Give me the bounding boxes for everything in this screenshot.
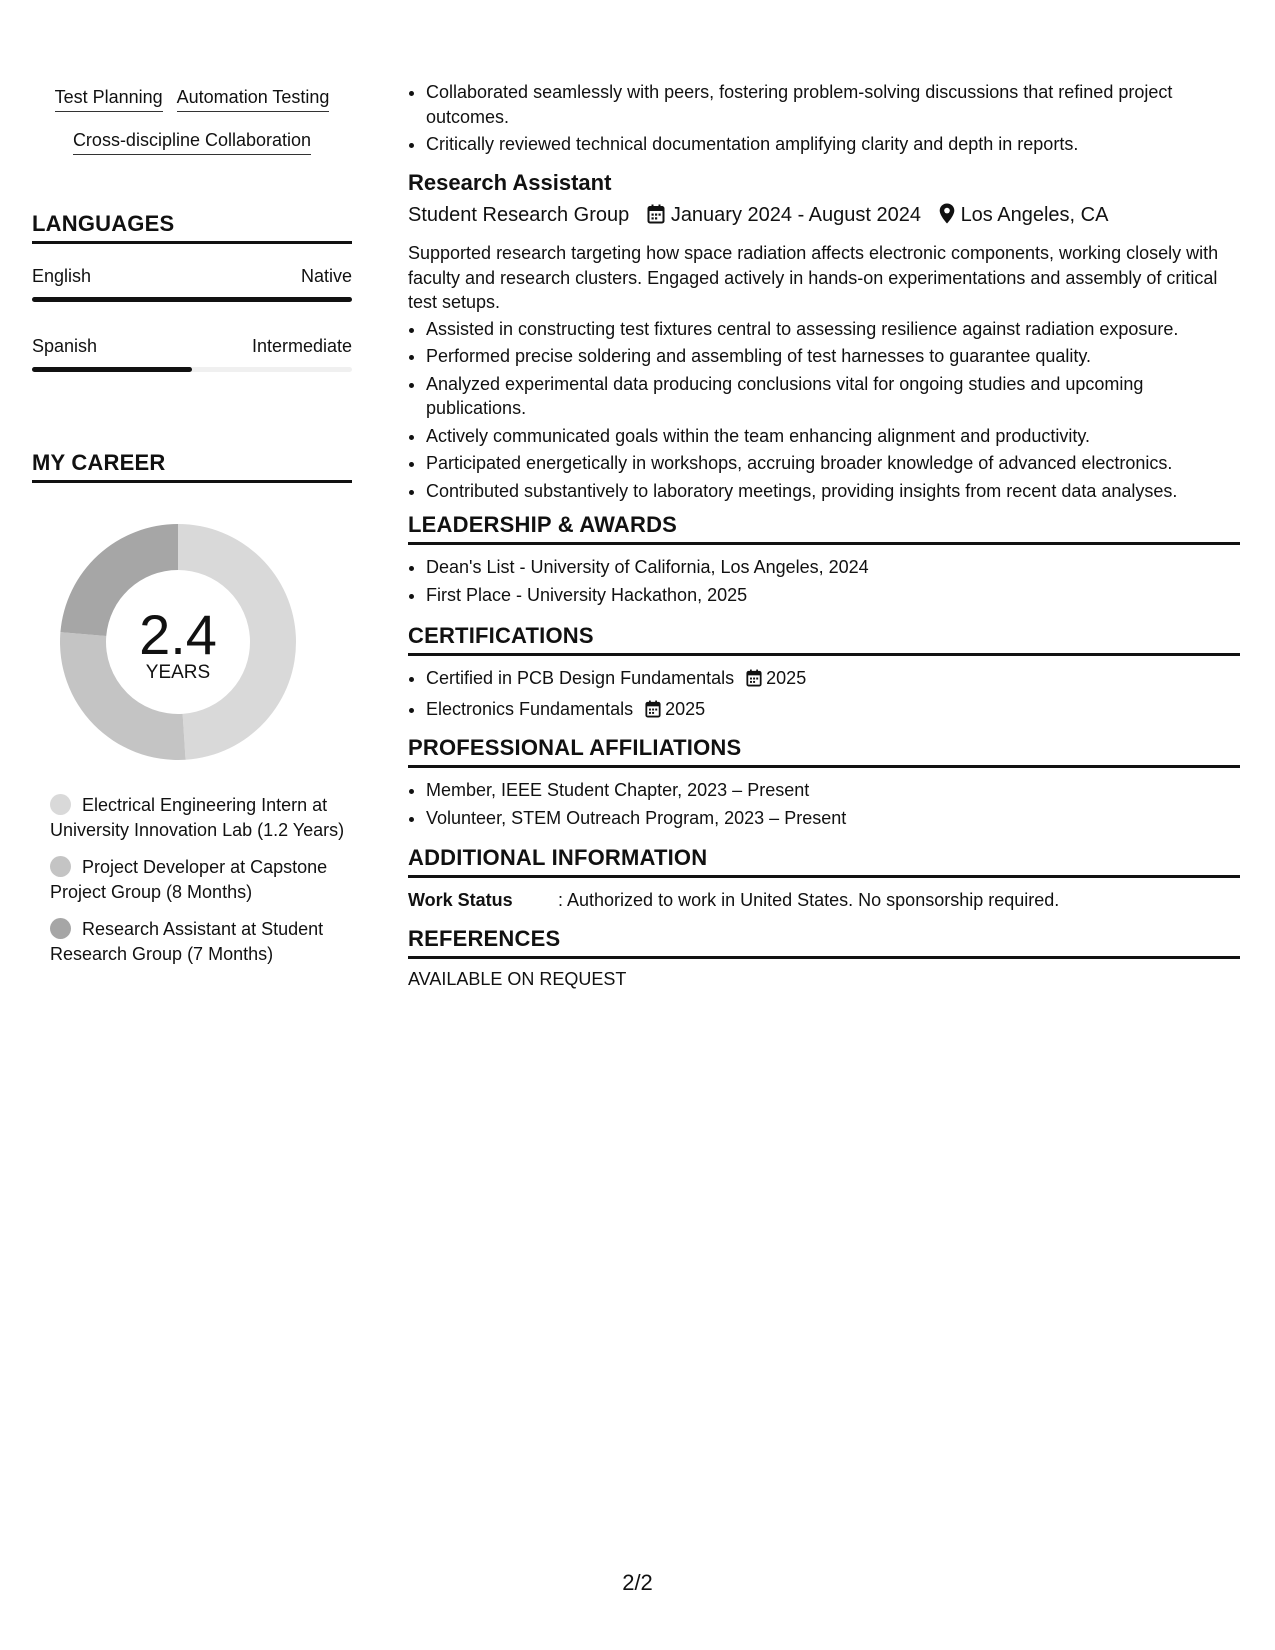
affiliations-heading: PROFESSIONAL AFFILIATIONS [408, 735, 1240, 768]
job-location: Los Angeles, CA [960, 204, 1109, 226]
legend-item [50, 855, 350, 904]
language-proficiency-track [32, 367, 352, 372]
references-heading: REFERENCES [408, 926, 1240, 959]
language-name: Spanish [32, 336, 98, 356]
work-status-value: : Authorized to work in United States. No sponsorship required. [558, 890, 1060, 910]
job-entry [408, 168, 1240, 506]
job-bullet: • Participated energetically in workshops, accruing broader knowledge of advanced electronics. [426, 451, 1240, 476]
languages-heading: LANGUAGES [32, 211, 352, 244]
awards-heading: LEADERSHIP & AWARDS [408, 512, 1240, 545]
map-pin-icon [939, 203, 955, 233]
job-description: Supported research targeting how space radiation affects electronic components, working closely with faculty and research clusters. Engaged actively in hands-on experimentations and assembly of critical test setups. [408, 243, 1219, 312]
calendar-icon [647, 203, 665, 233]
award-item: • Dean's List - University of California, Los Angeles, 2024 [426, 555, 1240, 580]
certification-item [426, 666, 1240, 694]
language-name: English [32, 266, 92, 286]
job-bullet: • Contributed substantively to laboratory meetings, providing insights from recent data analyses. [426, 479, 1240, 504]
work-status [408, 888, 1240, 912]
legend-swatch [50, 856, 71, 877]
certification-name: Certified in PCB Design Fundamentals [426, 668, 735, 688]
career-heading: MY CAREER [32, 450, 352, 483]
legend-label: Research Assistant at Student Research Group (7 Months) [50, 919, 324, 964]
affiliation-item: • Member, IEEE Student Chapter, 2023 – Present [426, 778, 1240, 803]
calendar-icon [645, 700, 661, 725]
job-bullet: • Analyzed experimental data producing conclusions vital for ongoing studies and upcoming publications. [426, 372, 1240, 421]
language-level: Intermediate [251, 336, 352, 356]
language-proficiency-bar [32, 297, 352, 302]
legend-label: Electrical Engineering Intern at University Innovation Lab (1.2 Years) [50, 795, 345, 840]
job-bullet: • Actively communicated goals within the team enhancing alignment and productivity. [426, 424, 1240, 449]
skills-list [32, 86, 352, 172]
job-meta [408, 200, 1240, 233]
language-level: Native [300, 266, 352, 286]
job-title: Research Assistant [408, 170, 612, 195]
legend-item [50, 917, 350, 966]
legend-item [50, 793, 350, 842]
career-total-unit: YEARS [145, 662, 211, 683]
page-number: 2/2 [622, 1570, 653, 1595]
awards-section [408, 512, 1240, 610]
job-dates: January 2024 - August 2024 [670, 204, 921, 226]
references-text: AVAILABLE ON REQUEST [408, 969, 627, 989]
additional-info-section [408, 845, 1240, 912]
legend-label: Project Developer at Capstone Project Group (8 Months) [50, 857, 328, 902]
calendar-icon [746, 669, 762, 694]
award-item: • First Place - University Hackathon, 2025 [426, 583, 1240, 608]
legend-swatch [50, 794, 71, 815]
additional-info-heading: ADDITIONAL INFORMATION [408, 845, 1240, 878]
job-bullet: • Assisted in constructing test fixtures central to assessing resilience against radiation exposure. [426, 317, 1240, 342]
legend-swatch [50, 918, 71, 939]
career-donut-chart [54, 518, 302, 766]
skill-tag: Cross-discipline Collaboration [73, 129, 311, 155]
career-total-value: 2.4 [139, 603, 217, 666]
skill-tag: Test Planning [55, 86, 163, 112]
certification-year: 2025 [665, 698, 706, 719]
references-section [408, 926, 1240, 990]
work-status-label: Work Status [408, 890, 513, 910]
job-company: Student Research Group [408, 204, 630, 226]
certifications-heading: CERTIFICATIONS [408, 623, 1240, 656]
job-bullet: • Performed precise soldering and assembling of test harnesses to guarantee quality. [426, 344, 1240, 369]
certifications-section [408, 623, 1240, 727]
language-proficiency-track [32, 297, 352, 302]
skill-tag: Automation Testing [177, 86, 330, 112]
language-proficiency-bar [32, 367, 192, 372]
career-legend [50, 793, 350, 979]
certification-item [426, 697, 1240, 725]
experience-bullet: • Collaborated seamlessly with peers, fostering problem-solving discussions that refined project outcomes. [426, 80, 1240, 129]
certification-name: Electronics Fundamentals [426, 698, 634, 719]
affiliations-section [408, 735, 1240, 833]
certification-year: 2025 [766, 668, 807, 688]
affiliation-item: • Volunteer, STEM Outreach Program, 2023 – Present [426, 806, 1240, 831]
experience-continued [408, 80, 1240, 160]
experience-bullet: • Critically reviewed technical documentation amplifying clarity and depth in reports. [426, 132, 1240, 157]
